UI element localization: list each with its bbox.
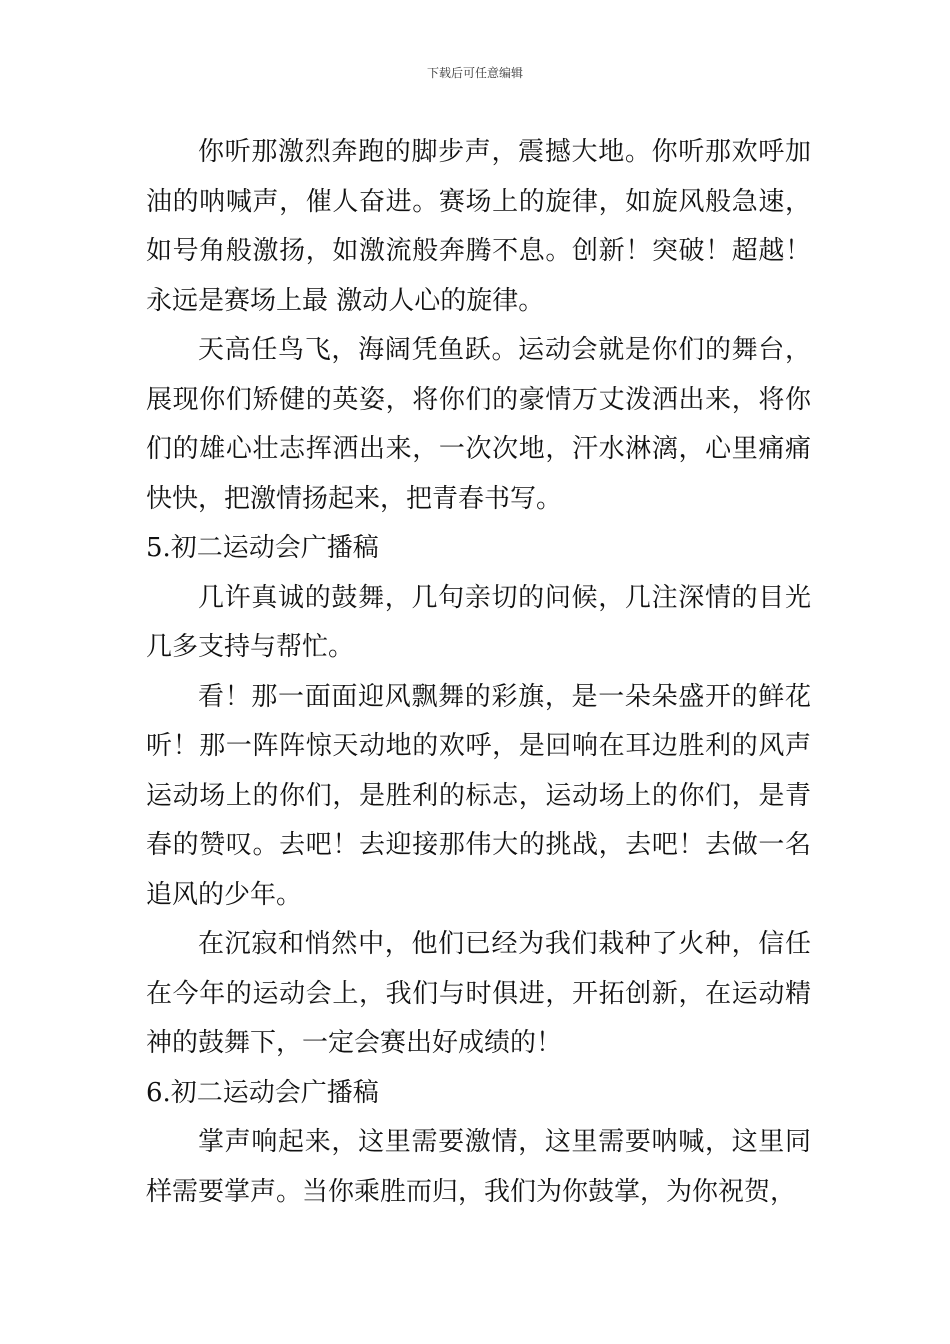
- paragraph-1: 你听那激烈奔跑的脚步声，震撼大地。你听那欢呼加油的呐喊声，催人奋进。赛场上的旋律，如旋风般急速，如号角般激扬，如激流般奔腾不息。创新！突破！超越！永远是赛场上最 激动人心的旋律。: [146, 137, 811, 316]
- paragraph-3: 几许真诚的鼓舞，几句亲切的问候，几注深情的目光几多支持与帮忙。: [146, 582, 811, 662]
- document-body: [146, 128, 811, 1217]
- section-heading-5: 5.初二运动会广播稿: [146, 533, 379, 563]
- section-heading-6: 6.初二运动会广播稿: [146, 1077, 379, 1108]
- paragraph-6: 掌声响起来，这里需要激情，这里需要呐喊，这里同样需要掌声。当你乘胜而归，我们为你鼓掌，为你祝贺，: [146, 1127, 811, 1207]
- paragraph-4: 看！那一面面迎风飘舞的彩旗，是一朵朵盛开的鲜花听！那一阵阵惊天动地的欢呼，是回响在耳边胜利的风声运动场上的你们，是胜利的标志，运动场上的你们，是青春的赞叹。去吧！去迎接那伟大的挑战，去吧！去做一名追风的少年。: [146, 681, 811, 910]
- page-header: 下载后可任意编辑: [426, 66, 523, 80]
- paragraph-2: 天高任鸟飞，海阔凭鱼跃。运动会就是你们的舞台，展现你们矫健的英姿，将你们的豪情万丈泼洒出来，将你们的雄心壮志挥洒出来，一次次地，汗水淋漓，心里痛痛快快，把激情扬起来，把青春书写。: [146, 335, 811, 514]
- paragraph-5: 在沉寂和悄然中，他们已经为我们栽种了火种，信任在今年的运动会上，我们与时俱进，开拓创新，在运动精神的鼓舞下，一定会赛出好成绩的！: [146, 929, 811, 1058]
